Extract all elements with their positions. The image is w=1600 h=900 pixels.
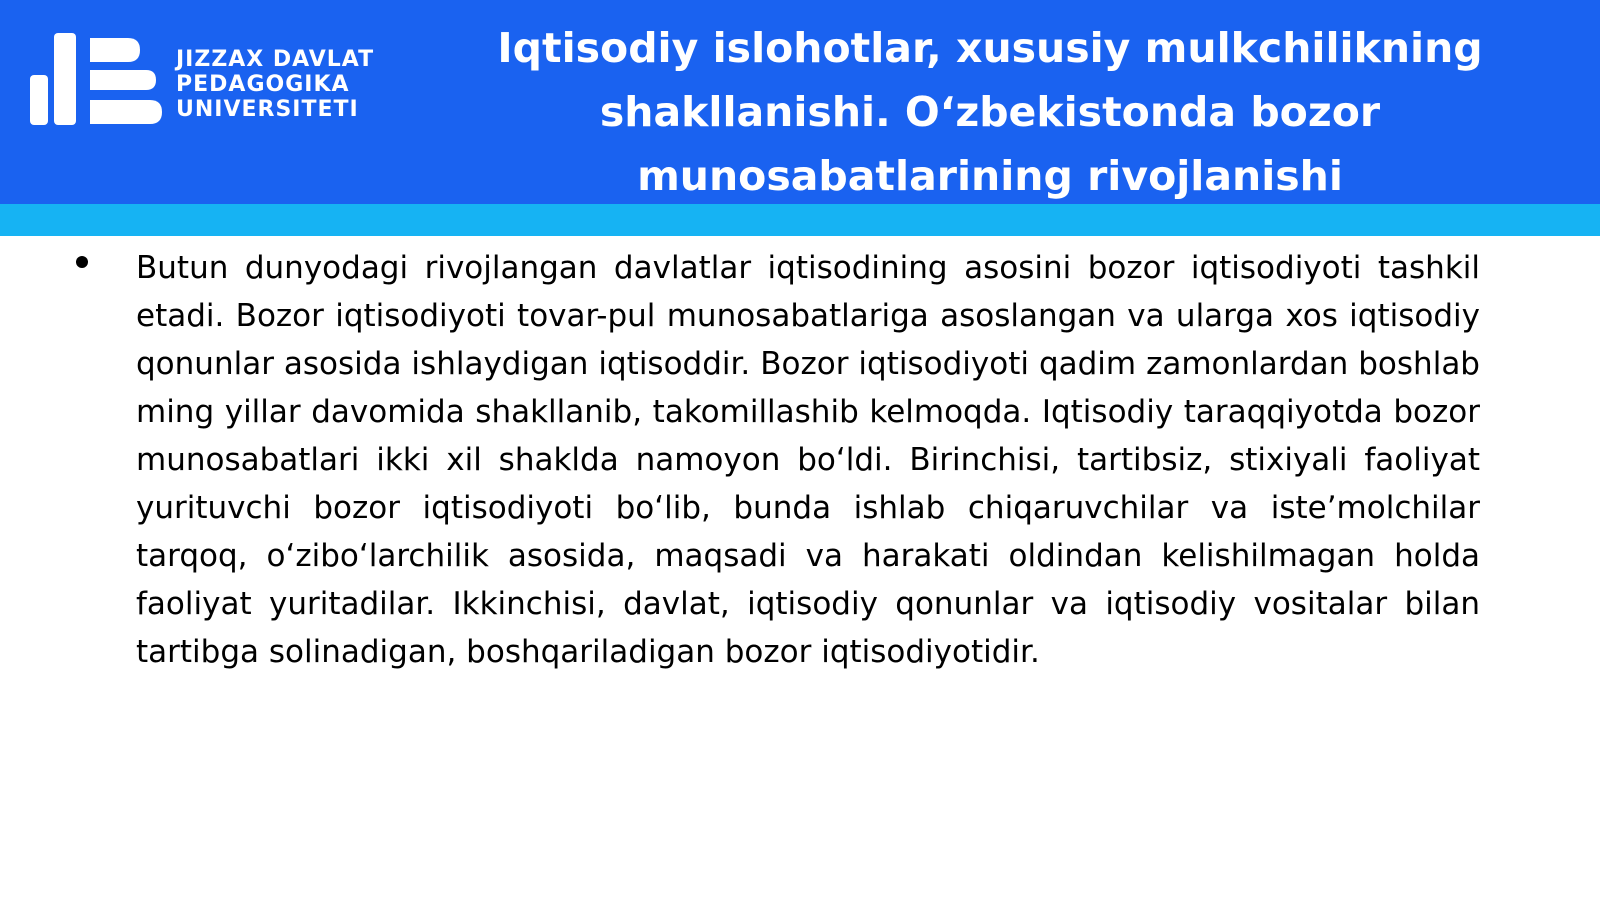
logo-line-1: JIZZAX DAVLAT: [176, 47, 375, 72]
slide-content: [70, 244, 1480, 676]
university-logo: [30, 30, 420, 130]
logo-line-2: PEDAGOGIKA: [176, 72, 350, 97]
slide-header: [0, 0, 1600, 204]
header-accent-stripe: [0, 204, 1600, 236]
logo-line-3: UNIVERSITETI: [176, 97, 359, 122]
bullet-point-icon: [76, 256, 88, 268]
body-paragraph: Butun dunyodagi rivojlangan davlatlar iqtisodining asosini bozor iqtisodiyoti tashkil etadi. Bozor iqtisodiyoti tovar-pul munosabatlariga asoslangan va ularga xos iqtisodiy qonunlar asosida ishlaydigan iqtisoddir. Bozor iqtisodiyoti qadim zamonlardan boshlab ming yillar davomida shakllanib, takomillashib kelmoqda. Iqtisodiy taraqqiyotda bozor munosabatlari ikki xil shaklda namoyon bo‘ldi. Birinchisi, tartibsiz, stixiyali faoliyat yurituvchi bozor iqtisodiyoti bo‘lib, bunda ishlab chiqaruvchilar va iste’molchilar tarqoq, o‘zibo‘larchilik asosida, maqsadi va harakati oldindan kelishilmagan holda faoliyat yuritadilar. Ikkinchisi, davlat, iqtisodiy qonunlar va iqtisodiy vositalar bilan tartibga solinadigan, boshqariladigan bozor iqtisodiyotidir.: [136, 250, 1480, 670]
university-logo-text: [176, 47, 374, 122]
university-logo-icon: [30, 30, 170, 130]
slide-title: Iqtisodiy islohotlar, xususiy mulkchilikning shakllanishi. O‘zbekistonda bozor munosabatlarining rivojlanishi: [497, 24, 1483, 200]
